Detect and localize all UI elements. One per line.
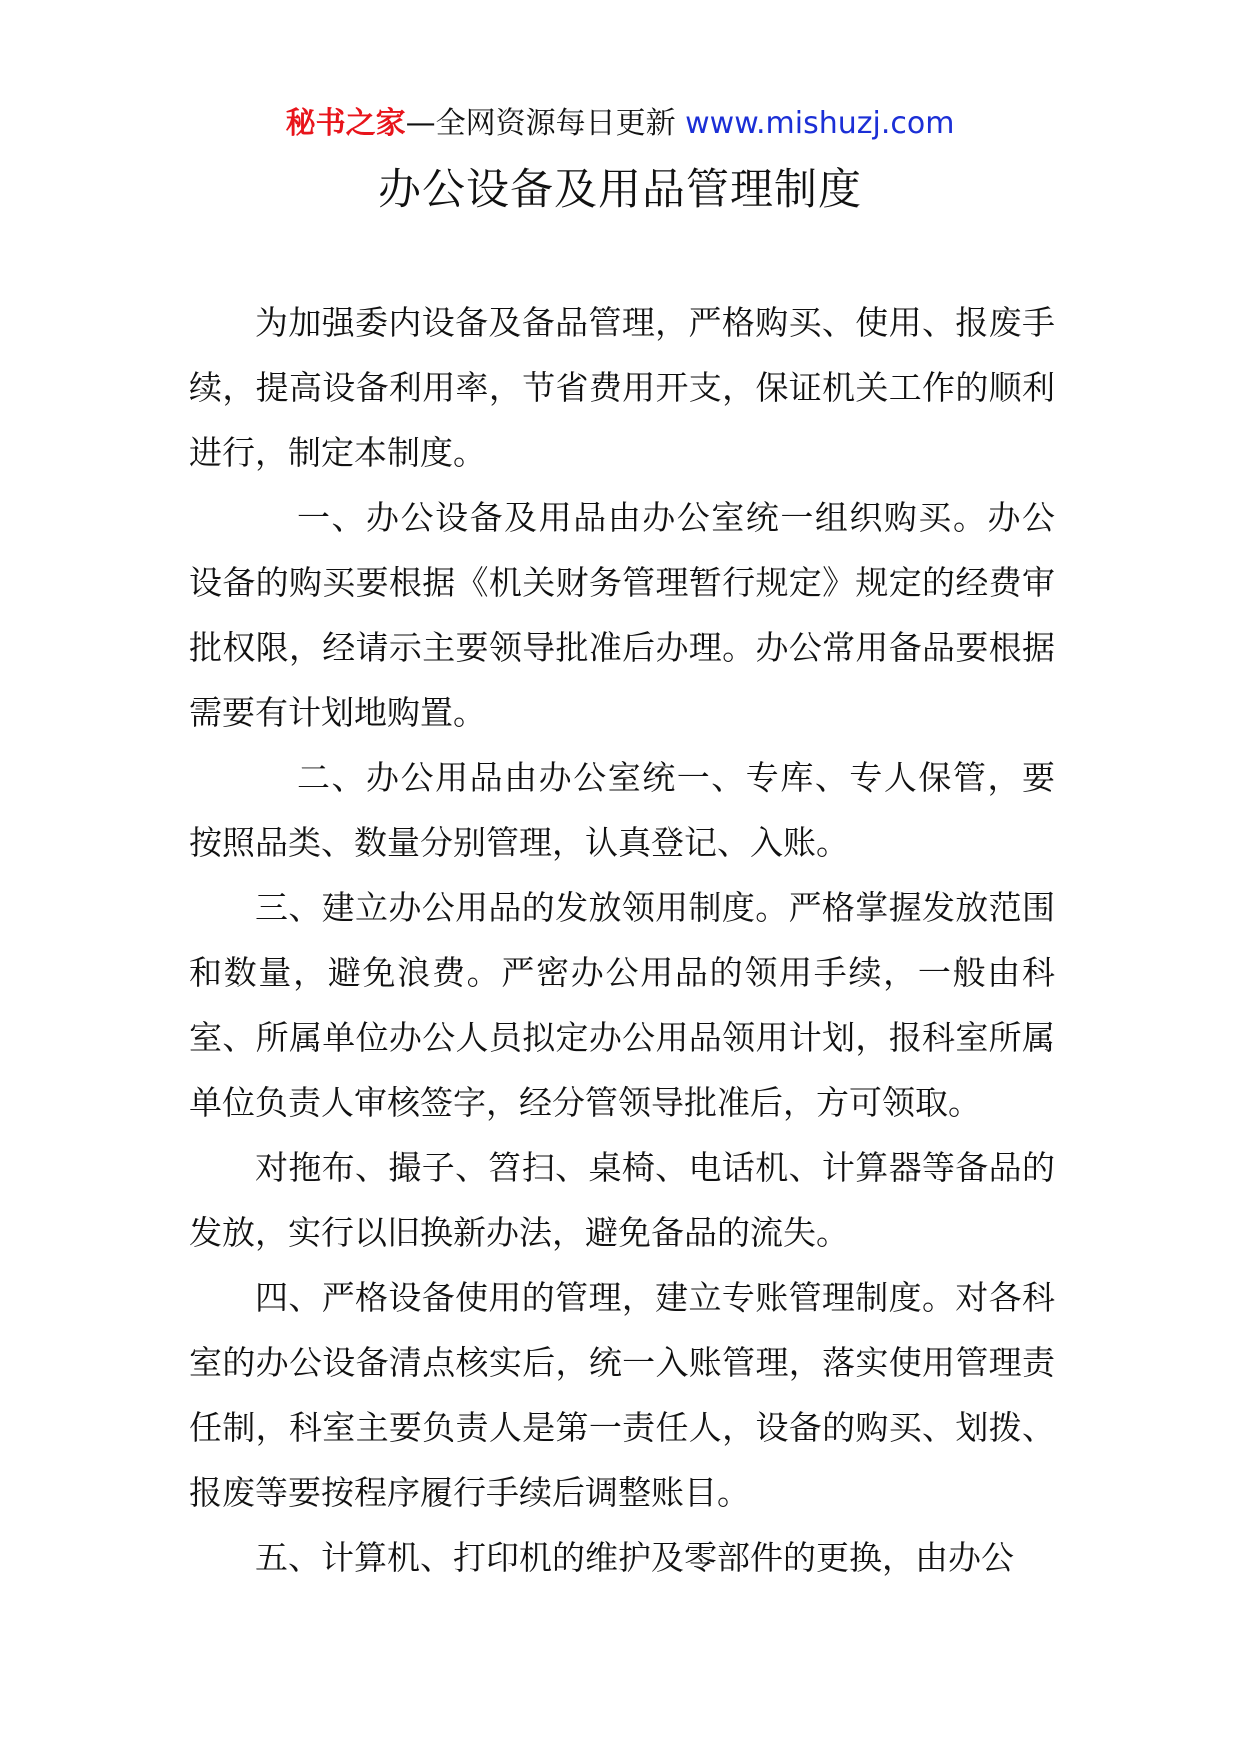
document-body [189, 290, 1055, 1590]
paragraph-clause-2: 二、办公用品由办公室统一、专库、专人保管，要按照品类、数量分别管理，认真登记、入账。 [189, 758, 1055, 862]
brand-name: 秘书之家 [285, 106, 406, 141]
document-title: 办公设备及用品管理制度 [378, 165, 862, 215]
paragraph-clause-5: 五、计算机、打印机的维护及零部件的更换，由办公 [255, 1538, 1014, 1577]
paragraph-clause-3: 三、建立办公用品的发放领用制度。严格掌握发放范围和数量，避免浪费。严密办公用品的领用手续，一般由科室、所属单位办公人员拟定办公用品领用计划，报科室所属单位负责人审核签字，经分管领导批准后，方可领取。 [189, 888, 1055, 1122]
paragraph-clause-4: 四、严格设备使用的管理，建立专账管理制度。对各科室的办公设备清点核实后，统一入账管理，落实使用管理责任制，科室主要负责人是第一责任人，设备的购买、划拨、报废等要按程序履行手续后调整账目。 [189, 1278, 1055, 1512]
site-url-link[interactable]: www.mishuzj.com [685, 106, 955, 141]
paragraph-clause-3-supplement: 对拖布、撮子、笤扫、桌椅、电话机、计算器等备品的发放，实行以旧换新办法，避免备品的流失。 [189, 1148, 1055, 1252]
site-banner [0, 100, 1240, 148]
banner-slogan: —全网资源每日更新 [405, 106, 676, 141]
paragraph-intro: 为加强委内设备及备品管理，严格购买、使用、报废手续，提高设备利用率，节省费用开支，保证机关工作的顺利进行，制定本制度。 [189, 303, 1055, 472]
paragraph-clause-1: 一、办公设备及用品由办公室统一组织购买。办公设备的购买要根据《机关财务管理暂行规定》规定的经费审批权限，经请示主要领导批准后办理。办公常用备品要根据需要有计划地购置。 [189, 498, 1055, 732]
